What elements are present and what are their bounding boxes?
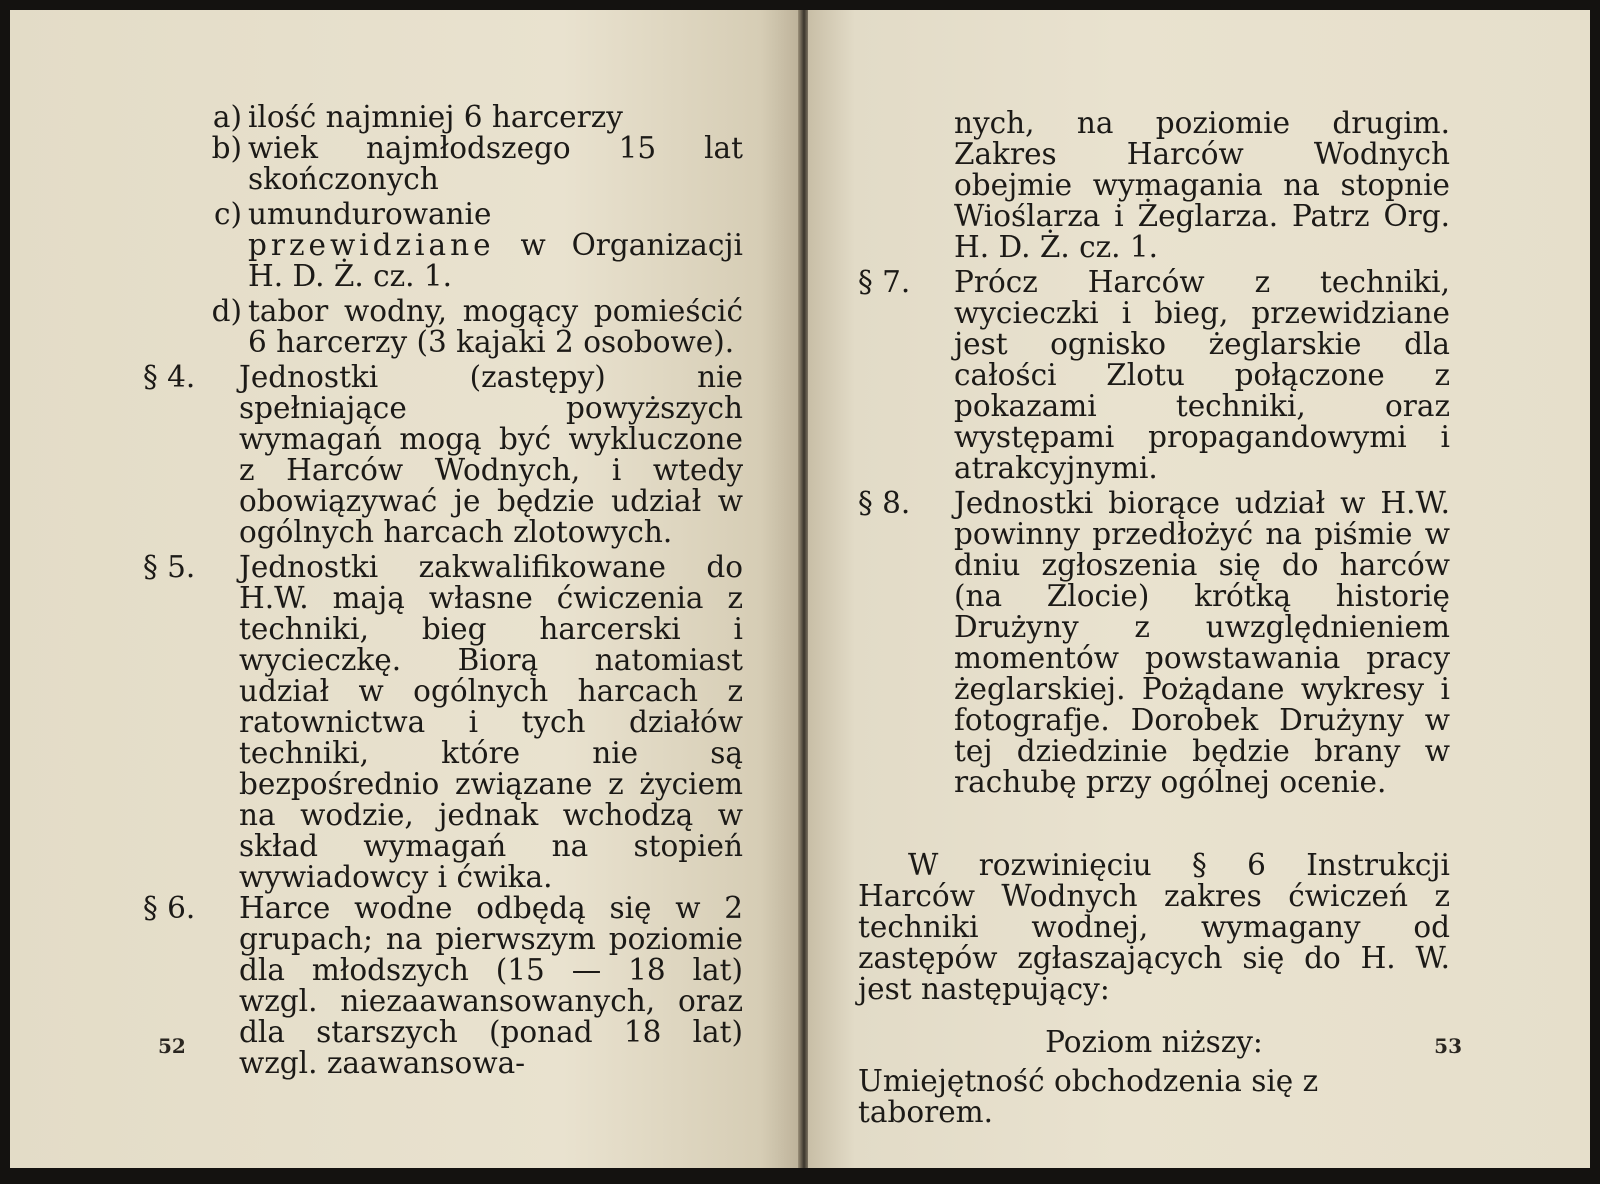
paragraph-6: § 6. Harce wodne odbędą się w 2 grupach; na pierwszym poziomie dla młodszych (15 — 18 lat) wzgl. niezaawansowanych, oraz dla starszych (ponad 18 lat) wzgl. zaawansowa-	[143, 891, 743, 1080]
list-item: c) umundurowanie przewidziane w Organizacji H. D. Ż. cz. 1.	[213, 197, 743, 293]
paragraph-continuation: nych, na poziomie drugim. Zakres Harców Wodnych obejmie wymagania na stopnie Wioślarza i Żeglarza. Patrz Org. H. D. Ż. cz. 1.	[954, 106, 1450, 264]
intro-paragraph: W rozwinięciu § 6 Instrukcji Harców Wodnych zakres ćwiczeń z techniki wodnej, wymagany od zastępów zgłaszających się do H. W. jest następujący:	[858, 848, 1450, 1006]
right-page-text	[858, 108, 1450, 1128]
last-line: Umiejętność obchodzenia się z taborem.	[858, 1064, 1319, 1129]
right-page	[808, 10, 1590, 1168]
list-item: b) wiek najmłodszego 15 lat skończonych	[211, 131, 743, 196]
paragraph-4: § 4. Jednostki (zastępy) nie spełniające powyższych wymagań mogą być wykluczone z Harców Wodnych, i wtedy obowiązywać je będzie udział w ogólnych harcach zlotowych.	[143, 360, 743, 549]
list-item: a) ilość najmniej 6 harcerzy	[212, 100, 623, 134]
page-number: 52	[158, 1034, 186, 1058]
section-heading: Poziom niższy:	[1045, 1025, 1263, 1059]
page-number: 53	[1434, 1034, 1462, 1058]
paragraph-5: § 5. Jednostki zakwalifikowane do H.W. mają własne ćwiczenia z techniki, bieg harcerski i wycieczkę. Biorą natomiast udział w ogólnych harcach z ratownictwa i tych działów techniki, które nie są bezpośrednio związane z życiem na wodzie, jednak wchodzą w skład wymagań na stopień wywiadowcy i ćwika.	[143, 550, 743, 894]
paragraph-8: § 8. Jednostki biorące udział w H.W. powinny przedłożyć na piśmie w dniu zgłoszenia się do harców (na Zlocie) krótką historię Drużyny z uwzględnieniem momentów powstawania pracy żeglarskiej. Pożądane wykresy i fotografje. Dorobek Drużyny w tej dziedzinie będzie brany w rachubę przy ogólnej ocenie.	[858, 486, 1450, 799]
list-item: d) tabor wodny, mogący pomieścić 6 harcerzy (3 kajaki 2 osobowe).	[211, 294, 743, 359]
paragraph-7: § 7. Prócz Harców z techniki, wycieczki i bieg, przewidziane jest ognisko żeglarskie dla całości Zlotu połączone z pokazami techniki, oraz występami propagandowymi i atrakcyjnymi.	[858, 265, 1450, 485]
left-page-text	[143, 102, 743, 1079]
left-page	[10, 10, 800, 1168]
